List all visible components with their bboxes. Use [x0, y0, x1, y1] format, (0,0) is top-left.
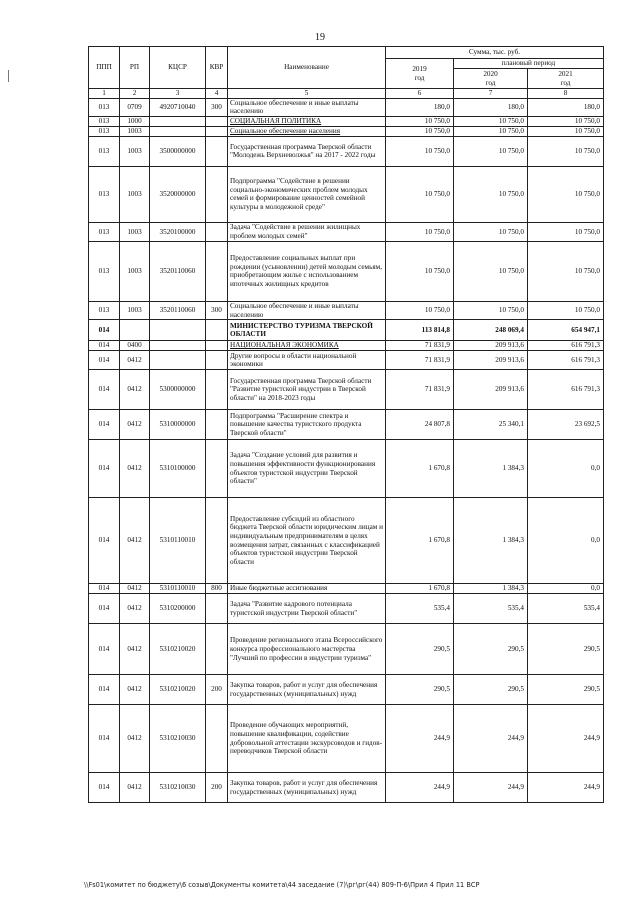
- cell-2020: 1 384,3: [454, 440, 528, 498]
- cell-kcsr: 3520100000: [150, 222, 206, 241]
- table-row: [89, 624, 604, 675]
- cell-2019: 113 814,8: [386, 320, 454, 341]
- table-row: [89, 498, 604, 584]
- cell-2020: 10 750,0: [454, 166, 528, 222]
- cell-2020: 25 340,1: [454, 410, 528, 440]
- cell-2020: 209 913,6: [454, 341, 528, 351]
- cell-2019: 290,5: [386, 624, 454, 675]
- cell-kvr: [206, 341, 228, 351]
- cell-name: Государственная программа Тверской области "Молодежь Верхневолжья" на 2017 - 2022 годы: [228, 136, 386, 166]
- cell-rp: 0412: [120, 410, 150, 440]
- cell-name: Проведение обучающих мероприятий, повышение квалификации, содействие добровольной аттестации экскурсоводов и гидов-переводчиков Тверской области: [228, 705, 386, 773]
- cell-rp: 1003: [120, 166, 150, 222]
- cell-rp: 1003: [120, 241, 150, 301]
- cell-ppp: 014: [89, 773, 120, 803]
- cell-2021: 10 750,0: [528, 222, 604, 241]
- column-number: 2: [120, 89, 150, 99]
- cell-ppp: 013: [89, 136, 120, 166]
- cell-2020: 1 384,3: [454, 584, 528, 594]
- cell-kvr: [206, 351, 228, 370]
- cell-name: Задача "Содействие в решении жилищных проблем молодых семей": [228, 222, 386, 241]
- cell-rp: 0412: [120, 440, 150, 498]
- cell-2021: 10 750,0: [528, 136, 604, 166]
- column-number: 8: [528, 89, 604, 99]
- cell-2021: 0,0: [528, 440, 604, 498]
- cell-2019: 1 670,8: [386, 584, 454, 594]
- cell-2019: 71 831,9: [386, 351, 454, 370]
- page-number: 19: [315, 32, 325, 43]
- header-kvr: КВР: [206, 47, 228, 89]
- cell-name: Задача "Развитие кадрового потенциала туристской индустрии Тверской области": [228, 594, 386, 624]
- cell-kvr: 300: [206, 98, 228, 116]
- cell-ppp: 013: [89, 166, 120, 222]
- column-number: 6: [386, 89, 454, 99]
- cell-name: Закупка товаров, работ и услуг для обеспечения государственных (муниципальных) нужд: [228, 675, 386, 705]
- header-planned-period: плановый период: [454, 59, 604, 69]
- cell-name: Закупка товаров, работ и услуг для обеспечения государственных (муниципальных) нужд: [228, 773, 386, 803]
- cell-2021: 290,5: [528, 624, 604, 675]
- cell-name: Подпрограмма "Расширение спектра и повышение качества туристского продукта Тверской области": [228, 410, 386, 440]
- cell-ppp: 013: [89, 126, 120, 136]
- cell-kvr: [206, 440, 228, 498]
- cell-ppp: 014: [89, 584, 120, 594]
- header-rp: РП: [120, 47, 150, 89]
- cell-ppp: 014: [89, 594, 120, 624]
- cell-rp: 1000: [120, 116, 150, 126]
- cell-kvr: [206, 241, 228, 301]
- cell-rp: 0412: [120, 705, 150, 773]
- cell-name: Подпрограмма "Содействие в решении социально-экономических проблем молодых семей и формирование ценностей семейной культуры в молодежной среде": [228, 166, 386, 222]
- cell-ppp: 014: [89, 498, 120, 584]
- table-row: [89, 341, 604, 351]
- cell-kcsr: 5310210020: [150, 675, 206, 705]
- cell-2021: 290,5: [528, 675, 604, 705]
- cell-rp: 1003: [120, 136, 150, 166]
- cell-2021: 10 750,0: [528, 166, 604, 222]
- cell-kvr: [206, 705, 228, 773]
- cell-kcsr: [150, 116, 206, 126]
- budget-table: [88, 46, 604, 803]
- cell-name: Социальное обеспечение и иные выплаты населению: [228, 301, 386, 319]
- cell-rp: 0412: [120, 584, 150, 594]
- cell-rp: 0412: [120, 351, 150, 370]
- cell-kcsr: [150, 341, 206, 351]
- cell-kcsr: 5310210030: [150, 705, 206, 773]
- table-row: [89, 166, 604, 222]
- cell-2020: 535,4: [454, 594, 528, 624]
- margin-mark: [8, 70, 9, 82]
- cell-kcsr: [150, 126, 206, 136]
- column-number: 1: [89, 89, 120, 99]
- table-body: [89, 98, 604, 803]
- cell-ppp: 013: [89, 116, 120, 126]
- cell-rp: [120, 320, 150, 341]
- cell-2021: 616 791,3: [528, 341, 604, 351]
- table-row: [89, 584, 604, 594]
- cell-kvr: [206, 166, 228, 222]
- table-row: [89, 136, 604, 166]
- cell-ppp: 013: [89, 98, 120, 116]
- cell-kvr: 200: [206, 773, 228, 803]
- cell-kcsr: 5310210030: [150, 773, 206, 803]
- cell-kcsr: 5310200000: [150, 594, 206, 624]
- table-row: [89, 410, 604, 440]
- cell-rp: 0412: [120, 370, 150, 410]
- cell-name: Социальное обеспечение и иные выплаты населению: [228, 98, 386, 116]
- cell-kvr: [206, 126, 228, 136]
- cell-kvr: [206, 320, 228, 341]
- cell-name: Проведение регионального этапа Всероссийского конкурса профессионального мастерства "Лучший по профессии в индустрии туризма": [228, 624, 386, 675]
- cell-kcsr: 5310210020: [150, 624, 206, 675]
- cell-kcsr: 3520110060: [150, 241, 206, 301]
- cell-2020: 1 384,3: [454, 498, 528, 584]
- cell-kcsr: [150, 351, 206, 370]
- cell-ppp: 014: [89, 440, 120, 498]
- cell-2019: 10 750,0: [386, 166, 454, 222]
- cell-2020: 244,9: [454, 705, 528, 773]
- cell-2021: 0,0: [528, 584, 604, 594]
- cell-2021: 244,9: [528, 705, 604, 773]
- cell-rp: 0400: [120, 341, 150, 351]
- cell-kvr: [206, 136, 228, 166]
- cell-name: Социальное обеспечение населения: [228, 126, 386, 136]
- cell-2021: 10 750,0: [528, 301, 604, 319]
- cell-2020: 10 750,0: [454, 136, 528, 166]
- cell-name: Другие вопросы в области национальной экономики: [228, 351, 386, 370]
- header-sum: Сумма, тыс. руб.: [386, 47, 604, 59]
- table-row: [89, 98, 604, 116]
- table-row: [89, 301, 604, 319]
- header-2019: 2019 год: [386, 59, 454, 89]
- cell-2019: 10 750,0: [386, 126, 454, 136]
- cell-2019: 290,5: [386, 675, 454, 705]
- cell-2021: 10 750,0: [528, 126, 604, 136]
- cell-ppp: 014: [89, 705, 120, 773]
- cell-name: НАЦИОНАЛЬНАЯ ЭКОНОМИКА: [228, 341, 386, 351]
- cell-ppp: 013: [89, 301, 120, 319]
- table-row: [89, 440, 604, 498]
- cell-name: МИНИСТЕРСТВО ТУРИЗМА ТВЕРСКОЙ ОБЛАСТИ: [228, 320, 386, 341]
- cell-ppp: 014: [89, 320, 120, 341]
- cell-name: Государственная программа Тверской области "Развитие туристской индустрии в Тверской области" на 2018-2023 годы: [228, 370, 386, 410]
- cell-2020: 10 750,0: [454, 116, 528, 126]
- table-row: [89, 773, 604, 803]
- cell-kcsr: 5300000000: [150, 370, 206, 410]
- cell-2019: 10 750,0: [386, 301, 454, 319]
- column-number-row: [89, 89, 604, 99]
- column-number: 7: [454, 89, 528, 99]
- cell-rp: 0412: [120, 624, 150, 675]
- cell-ppp: 013: [89, 222, 120, 241]
- cell-ppp: 014: [89, 351, 120, 370]
- cell-kcsr: 5310000000: [150, 410, 206, 440]
- cell-rp: 1003: [120, 222, 150, 241]
- cell-2020: 209 913,6: [454, 351, 528, 370]
- cell-name: Иные бюджетные ассигнования: [228, 584, 386, 594]
- cell-ppp: 013: [89, 241, 120, 301]
- table-row: [89, 116, 604, 126]
- cell-2019: 244,9: [386, 773, 454, 803]
- cell-2020: 10 750,0: [454, 301, 528, 319]
- cell-rp: 1003: [120, 301, 150, 319]
- cell-kcsr: 5310110010: [150, 584, 206, 594]
- cell-kvr: 300: [206, 301, 228, 319]
- cell-name: Задача "Создание условий для развития и повышения эффективности функционирования объектов туристской индустрии Тверской области": [228, 440, 386, 498]
- cell-kcsr: 3500000000: [150, 136, 206, 166]
- cell-ppp: 014: [89, 675, 120, 705]
- cell-rp: 1003: [120, 126, 150, 136]
- cell-rp: 0412: [120, 773, 150, 803]
- table-header: [89, 47, 604, 99]
- cell-2021: 616 791,3: [528, 351, 604, 370]
- cell-2019: 71 831,9: [386, 341, 454, 351]
- cell-kvr: [206, 370, 228, 410]
- cell-kcsr: 3520110060: [150, 301, 206, 319]
- cell-2020: 244,9: [454, 773, 528, 803]
- cell-rp: 0412: [120, 675, 150, 705]
- table-row: [89, 241, 604, 301]
- cell-2019: 1 670,8: [386, 440, 454, 498]
- cell-kcsr: 3520000000: [150, 166, 206, 222]
- table-row: [89, 320, 604, 341]
- cell-kcsr: 5310110010: [150, 498, 206, 584]
- cell-ppp: 014: [89, 370, 120, 410]
- table-row: [89, 351, 604, 370]
- header-2021: 2021 год: [528, 69, 604, 89]
- cell-2020: 180,0: [454, 98, 528, 116]
- table-row: [89, 126, 604, 136]
- cell-2021: 616 791,3: [528, 370, 604, 410]
- cell-2019: 535,4: [386, 594, 454, 624]
- cell-kcsr: 4920710040: [150, 98, 206, 116]
- cell-2019: 71 831,9: [386, 370, 454, 410]
- cell-kvr: [206, 594, 228, 624]
- header-2020: 2020 год: [454, 69, 528, 89]
- cell-2021: 0,0: [528, 498, 604, 584]
- table-row: [89, 370, 604, 410]
- cell-kcsr: [150, 320, 206, 341]
- cell-2019: 180,0: [386, 98, 454, 116]
- cell-ppp: 014: [89, 410, 120, 440]
- cell-2020: 10 750,0: [454, 126, 528, 136]
- cell-2019: 10 750,0: [386, 116, 454, 126]
- header-name: Наименование: [228, 47, 386, 89]
- cell-rp: 0709: [120, 98, 150, 116]
- column-number: 4: [206, 89, 228, 99]
- cell-kvr: 800: [206, 584, 228, 594]
- cell-2021: 10 750,0: [528, 116, 604, 126]
- column-number: 5: [228, 89, 386, 99]
- cell-kvr: [206, 116, 228, 126]
- cell-rp: 0412: [120, 498, 150, 584]
- table-row: [89, 705, 604, 773]
- cell-kvr: [206, 410, 228, 440]
- cell-rp: 0412: [120, 594, 150, 624]
- cell-2020: 209 913,6: [454, 370, 528, 410]
- cell-2019: 10 750,0: [386, 241, 454, 301]
- cell-2020: 10 750,0: [454, 222, 528, 241]
- cell-2021: 23 692,5: [528, 410, 604, 440]
- table-row: [89, 222, 604, 241]
- cell-name: Предоставление социальных выплат при рождении (усыновлении) детей молодым семьям, приобретающим жилье с использованием ипотечных жилищных кредитов: [228, 241, 386, 301]
- table-row: [89, 594, 604, 624]
- cell-kcsr: 5310100000: [150, 440, 206, 498]
- cell-name: Предоставление субсидий из областного бюджета Тверской области юридическим лицам и индивидуальным предпринимателям в целях возмещения затрат, связанных с классификацией объектов туристской индустрии Тверской области: [228, 498, 386, 584]
- footer-file-path: \\Fs01\комитет по бюджету\6 созыв\Документы комитета\44 заседание (7)\рг\рг(44) 809-П-6\Прил 4 Прил 11 ВСР: [84, 881, 480, 889]
- cell-kvr: 200: [206, 675, 228, 705]
- cell-kvr: [206, 222, 228, 241]
- cell-2020: 290,5: [454, 624, 528, 675]
- cell-2020: 290,5: [454, 675, 528, 705]
- cell-2019: 1 670,8: [386, 498, 454, 584]
- cell-2021: 654 947,1: [528, 320, 604, 341]
- cell-ppp: 014: [89, 624, 120, 675]
- cell-2021: 535,4: [528, 594, 604, 624]
- cell-name: СОЦИАЛЬНАЯ ПОЛИТИКА: [228, 116, 386, 126]
- cell-2021: 10 750,0: [528, 241, 604, 301]
- cell-2019: 10 750,0: [386, 222, 454, 241]
- cell-kvr: [206, 624, 228, 675]
- header-ppp: ППП: [89, 47, 120, 89]
- cell-kvr: [206, 498, 228, 584]
- cell-2019: 244,9: [386, 705, 454, 773]
- cell-2019: 10 750,0: [386, 136, 454, 166]
- cell-2020: 10 750,0: [454, 241, 528, 301]
- cell-2019: 24 807,8: [386, 410, 454, 440]
- table-row: [89, 675, 604, 705]
- cell-ppp: 014: [89, 341, 120, 351]
- column-number: 3: [150, 89, 206, 99]
- cell-2021: 244,9: [528, 773, 604, 803]
- cell-2020: 248 069,4: [454, 320, 528, 341]
- cell-2021: 180,0: [528, 98, 604, 116]
- header-kcsr: КЦСР: [150, 47, 206, 89]
